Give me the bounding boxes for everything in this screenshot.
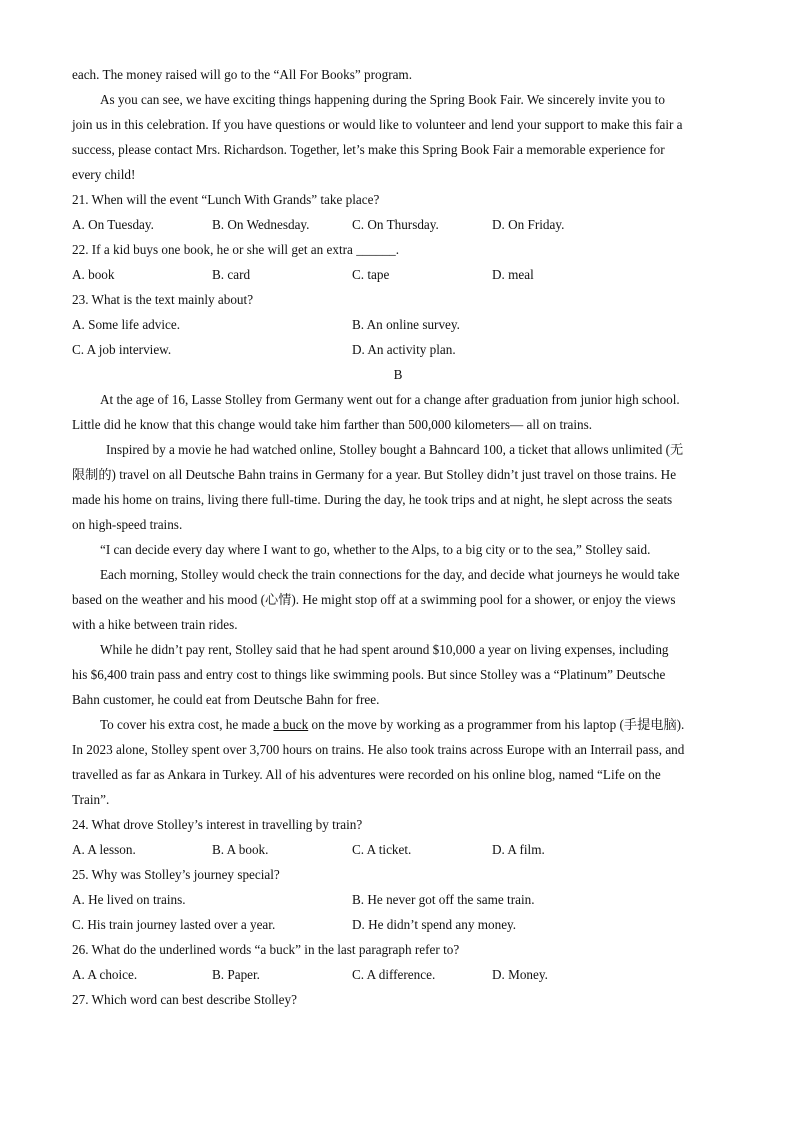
passage-b-line: Inspired by a movie he had watched online, Stolley bought a Bahncard 100, a ticket that allows unlimited (无 [106,442,684,457]
question-24-stem: 24. What drove Stolley’s interest in travelling by train? [72,817,363,832]
option-d: D. meal [492,267,534,282]
option-b: B. A book. [212,842,269,857]
passage-b-line: While he didn’t pay rent, Stolley said that he had spent around $10,000 a year on living expenses, including [100,642,669,657]
passage-b-line: Bahn customer, he could eat from Deutsche Bahn for free. [72,692,380,707]
question-23-stem: 23. What is the text mainly about? [72,292,254,307]
passage-b-line: his $6,400 train pass and entry cost to things like swimming pools. But since Stolley was a “Platinum” Deutsche [72,667,666,682]
underlined-phrase: a buck [273,717,309,732]
passage-a-line: every child! [72,167,136,182]
option-c: C. A ticket. [352,842,412,857]
question-25-options-row1 [72,887,724,912]
option-b: B. He never got off the same train. [352,892,535,907]
passage-b-text: on the move by working as a programmer from his laptop (手提电脑). [308,717,685,732]
passage-a-line: join us in this celebration. If you have questions or would like to volunteer and lend your support to make this fair a [72,117,683,132]
question-23-options-row1 [72,312,724,337]
passage-b-line: based on the weather and his mood (心情). He might stop off at a swimming pool for a shower, or enjoy the views [72,592,676,607]
option-d: D. A film. [492,842,545,857]
passage-b-line: with a hike between train rides. [72,617,238,632]
question-26-stem: 26. What do the underlined words “a buck” in the last paragraph refer to? [72,942,460,957]
passage-a-line: success, please contact Mrs. Richardson. Together, let’s make this Spring Book Fair a memorable experience for [72,142,665,157]
passage-b-line: made his home on trains, living there full-time. During the day, he took trips and at night, he slept across the seats [72,492,673,507]
option-d: D. Money. [492,967,548,982]
passage-b-line: on high-speed trains. [72,517,183,532]
option-c: C. A difference. [352,967,436,982]
passage-b-line: travelled as far as Ankara in Turkey. All of his adventures were recorded on his online blog, named “Life on the [72,767,661,782]
passage-b-line: “I can decide every day where I want to go, whether to the Alps, to a big city or to the sea,” Stolley said. [100,542,651,557]
section-b-heading: B [393,367,403,382]
question-22-stem: 22. If a kid buys one book, he or she will get an extra ______. [72,242,400,257]
option-c: C. On Thursday. [352,217,439,232]
passage-b-line: 限制的) travel on all Deutsche Bahn trains in Germany for a year. But Stolley didn’t just travel on those trains. He [72,467,677,482]
exam-page [72,62,724,1012]
question-25-stem: 25. Why was Stolley’s journey special? [72,867,280,882]
option-b: B. Paper. [212,967,260,982]
option-a: A. Some life advice. [72,317,181,332]
option-a: A. A choice. [72,967,138,982]
passage-b-line: At the age of 16, Lasse Stolley from Germany went out for a change after graduation from junior high school. [100,392,680,407]
option-b: B. On Wednesday. [212,217,310,232]
option-a: A. On Tuesday. [72,217,154,232]
passage-b-line: Train”. [72,792,110,807]
passage-a-line: each. The money raised will go to the “All For Books” program. [72,67,412,82]
passage-b-line: Little did he know that this change would take him farther than 500,000 kilometers— all on trains. [72,417,593,432]
question-27-stem: 27. Which word can best describe Stolley? [72,992,297,1007]
option-b: B. card [212,267,251,282]
question-24-options [72,837,724,862]
passage-b-line [72,712,724,737]
passage-b-text: To cover his extra cost, he made [100,717,274,732]
option-b: B. An online survey. [352,317,460,332]
option-d: D. He didn’t spend any money. [352,917,517,932]
question-25-options-row2 [72,912,724,937]
question-21-options [72,212,724,237]
passage-b-line: In 2023 alone, Stolley spent over 3,700 hours on trains. He also took trains across Europe with an Interrail pass, and [72,742,685,757]
passage-a-line: As you can see, we have exciting things happening during the Spring Book Fair. We sincerely invite you to [100,92,665,107]
option-c: C. A job interview. [72,342,172,357]
passage-b-line: Each morning, Stolley would check the train connections for the day, and decide what journeys he would take [100,567,680,582]
option-a: A. He lived on trains. [72,892,186,907]
option-d: D. On Friday. [492,217,565,232]
option-d: D. An activity plan. [352,342,456,357]
question-22-options [72,262,724,287]
question-26-options [72,962,724,987]
question-23-options-row2 [72,337,724,362]
option-a: A. book [72,267,115,282]
question-21-stem: 21. When will the event “Lunch With Grands” take place? [72,192,380,207]
option-c: C. His train journey lasted over a year. [72,917,276,932]
option-c: C. tape [352,267,390,282]
option-a: A. A lesson. [72,842,136,857]
